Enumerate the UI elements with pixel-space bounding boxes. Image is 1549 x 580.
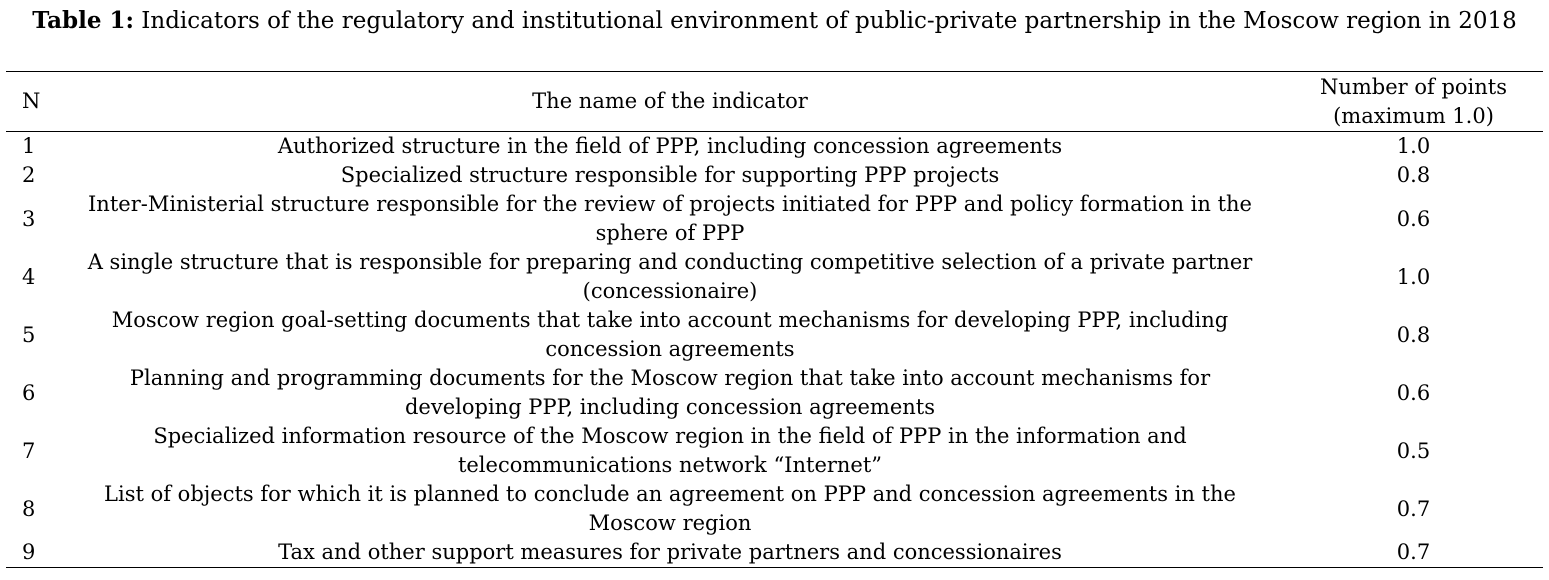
caption-text: Indicators of the regulatory and institutional environment of public-private partnership in the Moscow region in 2018 <box>134 8 1517 34</box>
row-points: 1.0 <box>1396 134 1431 158</box>
row-indicator: Inter-Ministerial structure responsible for the review of projects initiated for PPP and policy formation in the sphere of PPP <box>88 192 1252 245</box>
caption-label: Table 1: <box>32 7 134 34</box>
table-row <box>6 364 1543 422</box>
row-indicator: List of objects for which it is planned to conclude an agreement on PPP and concession agreements in the Moscow region <box>104 482 1236 535</box>
row-points: 0.7 <box>1396 540 1431 564</box>
row-number: 7 <box>22 438 36 463</box>
header-n: N <box>22 89 41 113</box>
table-caption <box>0 6 1549 36</box>
row-number: 9 <box>22 540 36 564</box>
table-row <box>6 422 1543 480</box>
row-indicator: A single structure that is responsible for preparing and conducting competitive selection of a private partner (concessionaire) <box>87 250 1253 303</box>
table-header-row <box>6 72 1543 132</box>
table-row <box>6 132 1543 162</box>
row-indicator: Specialized information resource of the Moscow region in the field of PPP in the information and telecommunications network “Internet” <box>153 424 1187 477</box>
header-points: Number of points (maximum 1.0) <box>1319 74 1508 128</box>
indicators-table <box>6 71 1543 568</box>
row-number: 5 <box>22 322 36 347</box>
row-number: 3 <box>22 206 36 231</box>
row-indicator: Moscow region goal-setting documents that take into account mechanisms for developing PPP, including concession agreements <box>111 308 1229 361</box>
row-points: 1.0 <box>1396 264 1431 289</box>
row-points: 0.5 <box>1396 438 1431 463</box>
table-row <box>6 248 1543 306</box>
row-indicator: Planning and programming documents for the Moscow region that take into account mechanisms for developing PPP, including concession agreements <box>129 366 1211 419</box>
row-number: 6 <box>22 380 36 405</box>
table-row <box>6 306 1543 364</box>
table-row <box>6 480 1543 538</box>
table-row <box>6 161 1543 190</box>
row-points: 0.8 <box>1396 163 1431 187</box>
row-points: 0.7 <box>1396 496 1431 521</box>
row-number: 8 <box>22 496 36 521</box>
row-points: 0.8 <box>1396 322 1431 347</box>
table-row <box>6 538 1543 568</box>
row-number: 2 <box>22 163 36 187</box>
row-indicator: Authorized structure in the field of PPP, including concession agreements <box>277 134 1063 158</box>
row-points: 0.6 <box>1396 380 1431 405</box>
row-points: 0.6 <box>1396 206 1431 231</box>
row-indicator: Tax and other support measures for private partners and concessionaires <box>278 540 1062 564</box>
table-row <box>6 190 1543 248</box>
row-number: 4 <box>22 264 36 289</box>
row-indicator: Specialized structure responsible for supporting PPP projects <box>340 163 1000 187</box>
row-number: 1 <box>22 134 36 158</box>
header-name: The name of the indicator <box>532 89 808 113</box>
